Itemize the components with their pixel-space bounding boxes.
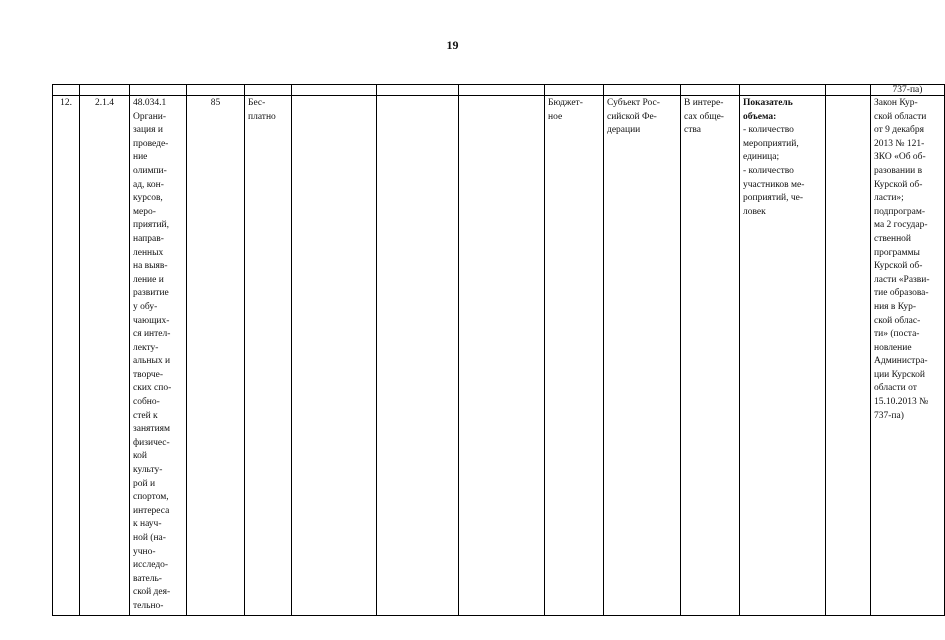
- service-name: 48.034.1 Органи- зация и проведе- ние олимпи- ад, кон- курсов, меро- приятий, направ- ленных на выяв- ление и развитие у обу- чающих- ся интел- лекту- альных и творче- ских спо- собно- стей к занятиям физичес- кой культу- рой и спортом, интереса к науч- ной (на- учно- исследо- ватель- ской дея- тельно-: [130, 96, 187, 616]
- row-code: 2.1.4: [80, 96, 130, 616]
- empty-cell: [292, 96, 377, 616]
- cell: [130, 85, 187, 96]
- empty-cell: [459, 96, 545, 616]
- page-number: 19: [446, 38, 459, 52]
- indicator-title: Показатель объема:: [743, 98, 793, 122]
- cell: [545, 85, 604, 96]
- interest: В интере- сах обще- ства: [681, 96, 740, 616]
- cell: [459, 85, 545, 96]
- funding-type: Бюджет- ное: [545, 96, 604, 616]
- row-number: 12.: [53, 96, 80, 616]
- cell: [826, 85, 871, 96]
- table-row: [53, 96, 945, 616]
- service-number: 85: [187, 96, 245, 616]
- provider: Субъект Рос- сийской Фе- дерации: [604, 96, 681, 616]
- empty-cell: [377, 96, 459, 616]
- empty-cell: [826, 96, 871, 616]
- indicator: [740, 96, 826, 616]
- legal-basis: Закон Кур- ской области от 9 декабря 2013 № 121- ЗКО «Об об- разовании в Курской об- ласти»; подпрограм- ма 2 государ- ственной программы Курской об- ласти «Разви- тие образова- ния в Кур- ской облас- ти» (поста- новление Администра- ции Курской области от 15.10.2013 № 737-па): [871, 96, 945, 616]
- indicator-body: - количество мероприятий, единица; - количество участников ме- роприятий, че- ловек: [743, 125, 805, 217]
- cell: [681, 85, 740, 96]
- cell: [377, 85, 459, 96]
- legal-basis-tail: 737-па): [871, 85, 945, 96]
- cell: [292, 85, 377, 96]
- cell: [740, 85, 826, 96]
- registry-table: [52, 84, 945, 616]
- cell: [187, 85, 245, 96]
- cell: [604, 85, 681, 96]
- payment-type: Бес- платно: [245, 96, 292, 616]
- cell: [245, 85, 292, 96]
- cell: [53, 85, 80, 96]
- continued-row: [53, 85, 945, 96]
- cell: [80, 85, 130, 96]
